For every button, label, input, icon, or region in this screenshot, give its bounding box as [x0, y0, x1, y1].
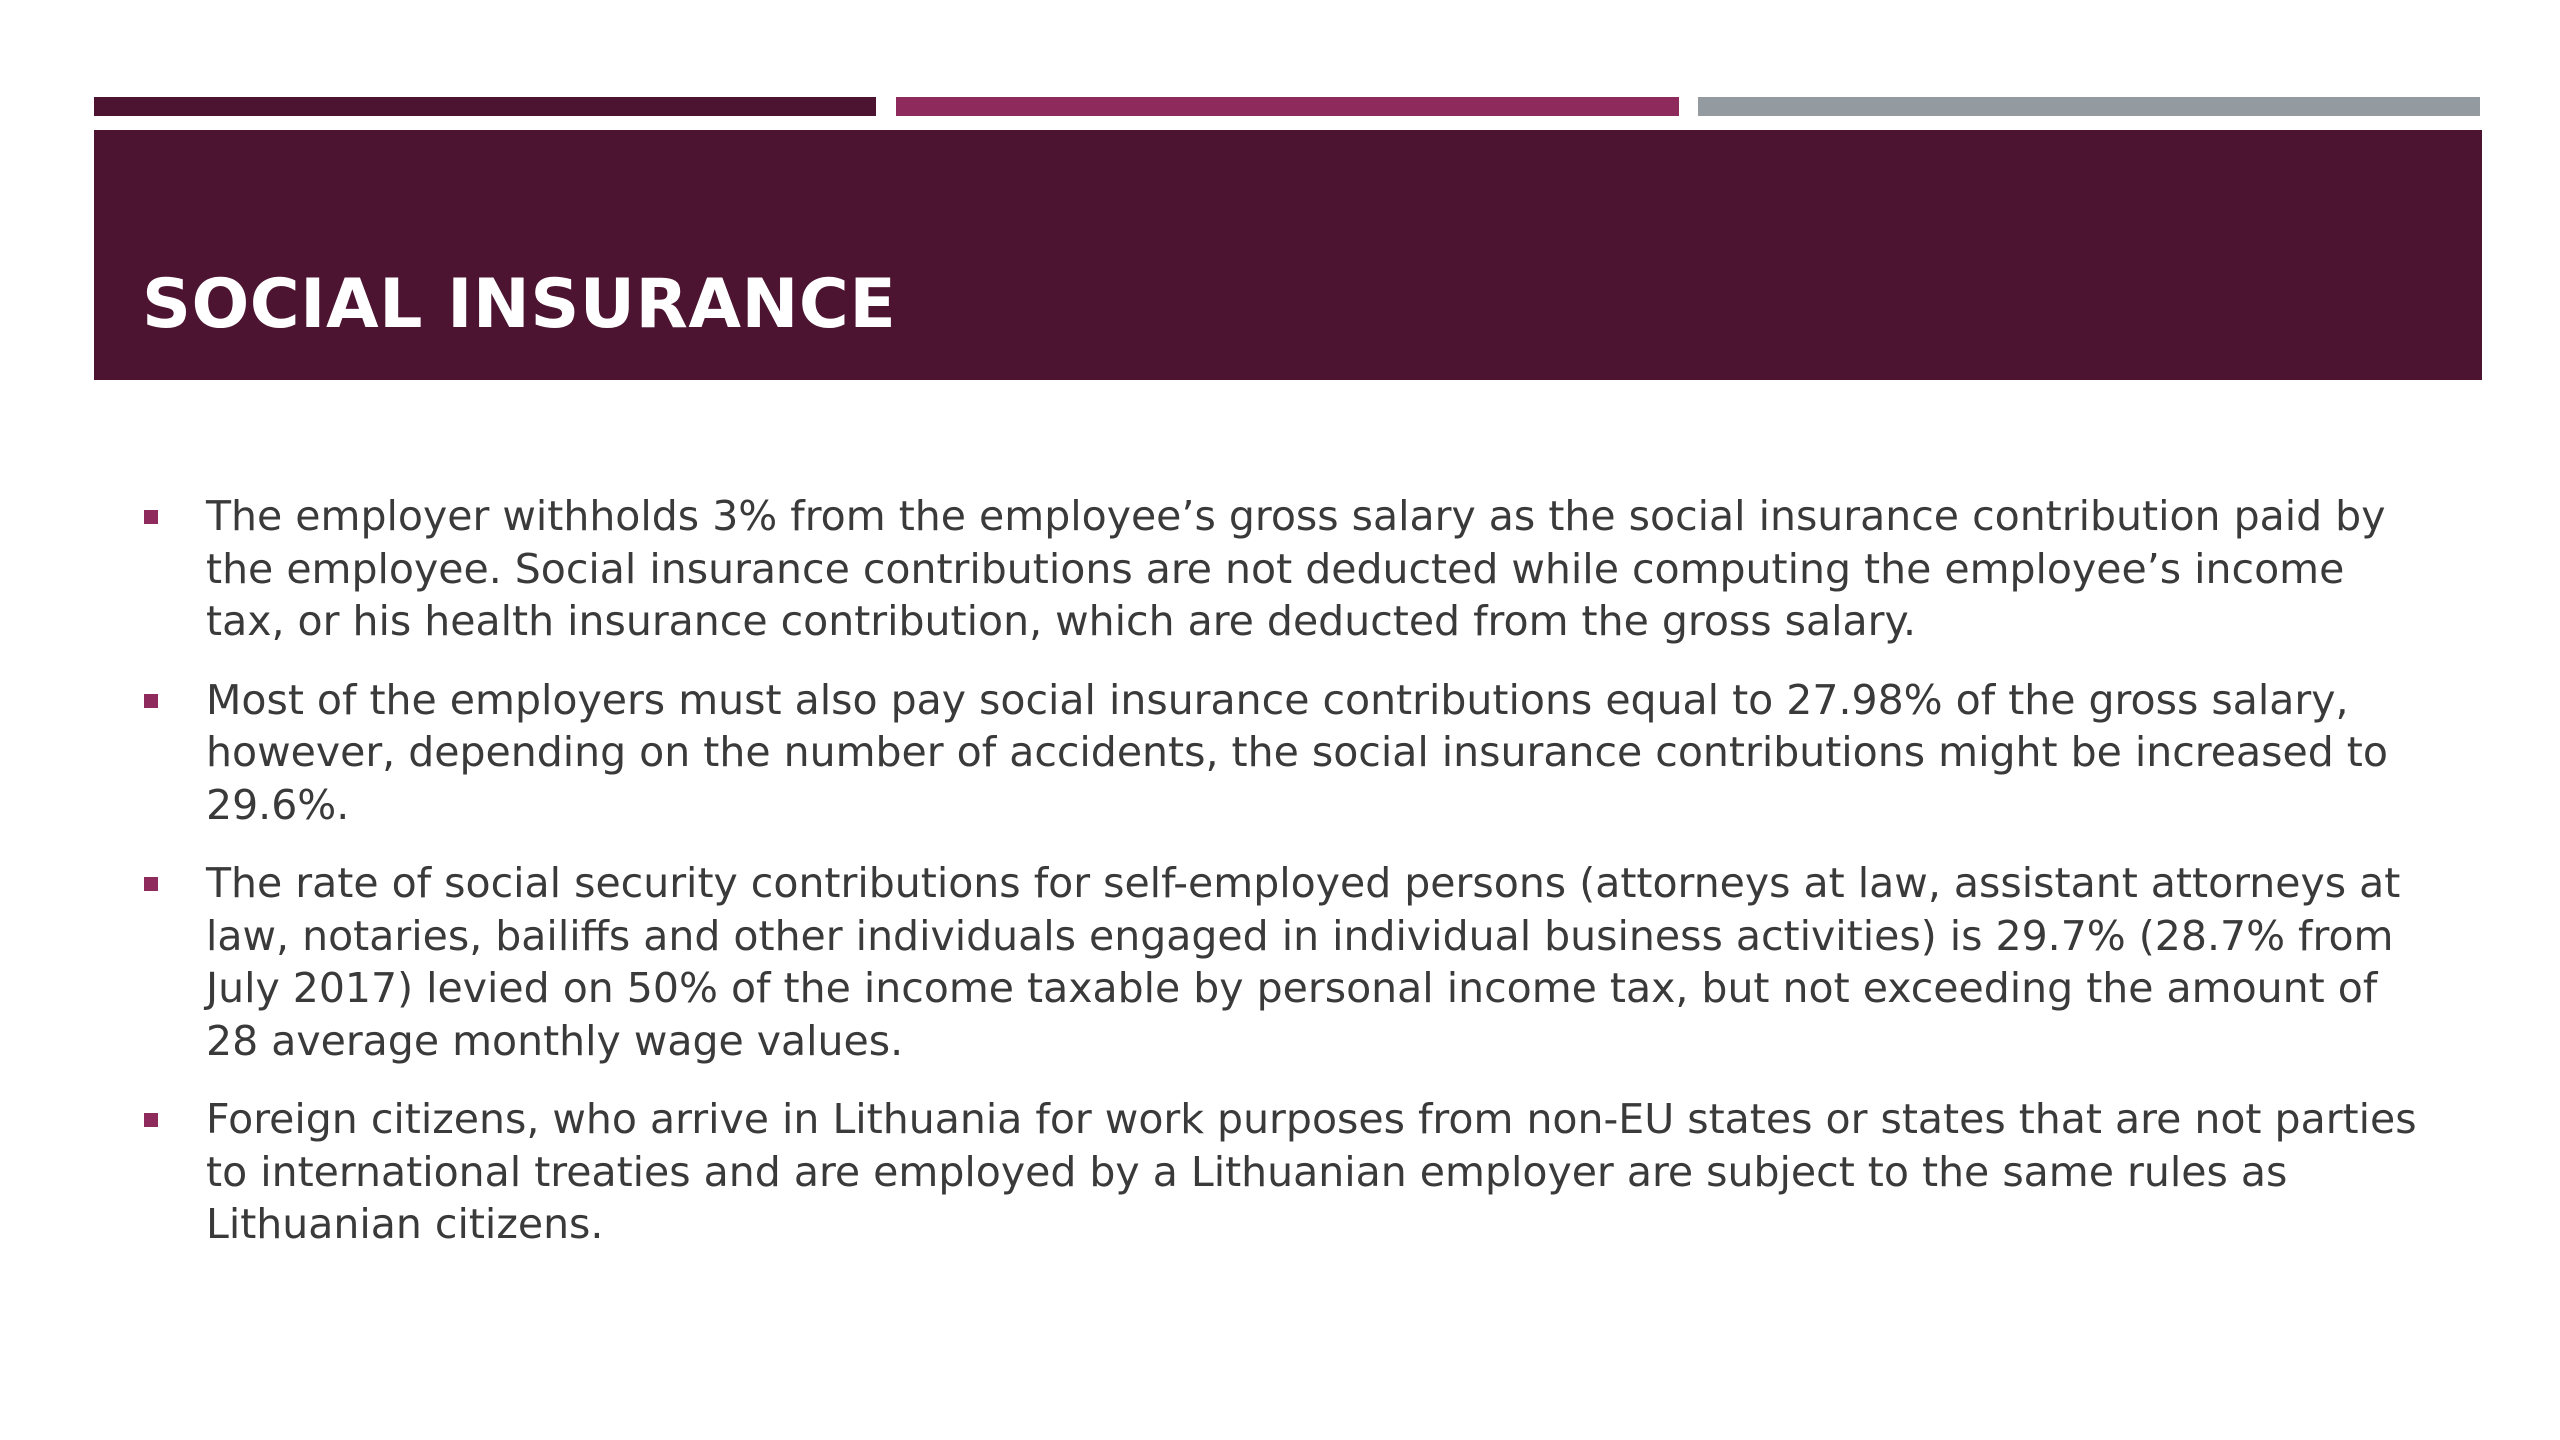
square-bullet-icon: [144, 510, 158, 524]
bullet-item: [144, 490, 2424, 648]
square-bullet-icon: [144, 1113, 158, 1127]
square-bullet-icon: [144, 877, 158, 891]
bullet-item: [144, 857, 2424, 1067]
bullet-text: Foreign citizens, who arrive in Lithuania for work purposes from non-EU states or states that are not parties to international treaties and are employed by a Lithuanian employer are subject to the same rules as Lithuanian citizens.: [206, 1095, 2417, 1248]
top-accent-bars: [94, 97, 2480, 116]
bullet-text: The rate of social security contributions for self-employed persons (attorneys at law, assistant attorneys at law, notaries, bailiffs and other individuals engaged in individual business activities) is 29.7% (28.7% from July 2017) levied on 50% of the income taxable by personal income tax, but not exceeding the amount of 28 average monthly wage values.: [206, 859, 2401, 1065]
accent-bar-magenta: [896, 97, 1679, 116]
bullet-list: [144, 490, 2424, 1277]
bullet-item: [144, 1093, 2424, 1251]
square-bullet-icon: [144, 694, 158, 708]
accent-bar-dark: [94, 97, 876, 116]
bullet-text: The employer withholds 3% from the employee’s gross salary as the social insurance contribution paid by the employee. Social insurance contributions are not deducted while computing the employee’s income tax, or his health insurance contribution, which are deducted from the gross salary.: [206, 492, 2386, 645]
slide-title: SOCIAL INSURANCE: [142, 265, 897, 344]
accent-bar-gray: [1698, 97, 2480, 116]
bullet-item: [144, 674, 2424, 832]
bullet-text: Most of the employers must also pay social insurance contributions equal to 27.98% of the gross salary, however, depending on the number of accidents, the social insurance contributions might be increased to 29.6%.: [206, 675, 2388, 829]
title-band: [94, 130, 2482, 380]
